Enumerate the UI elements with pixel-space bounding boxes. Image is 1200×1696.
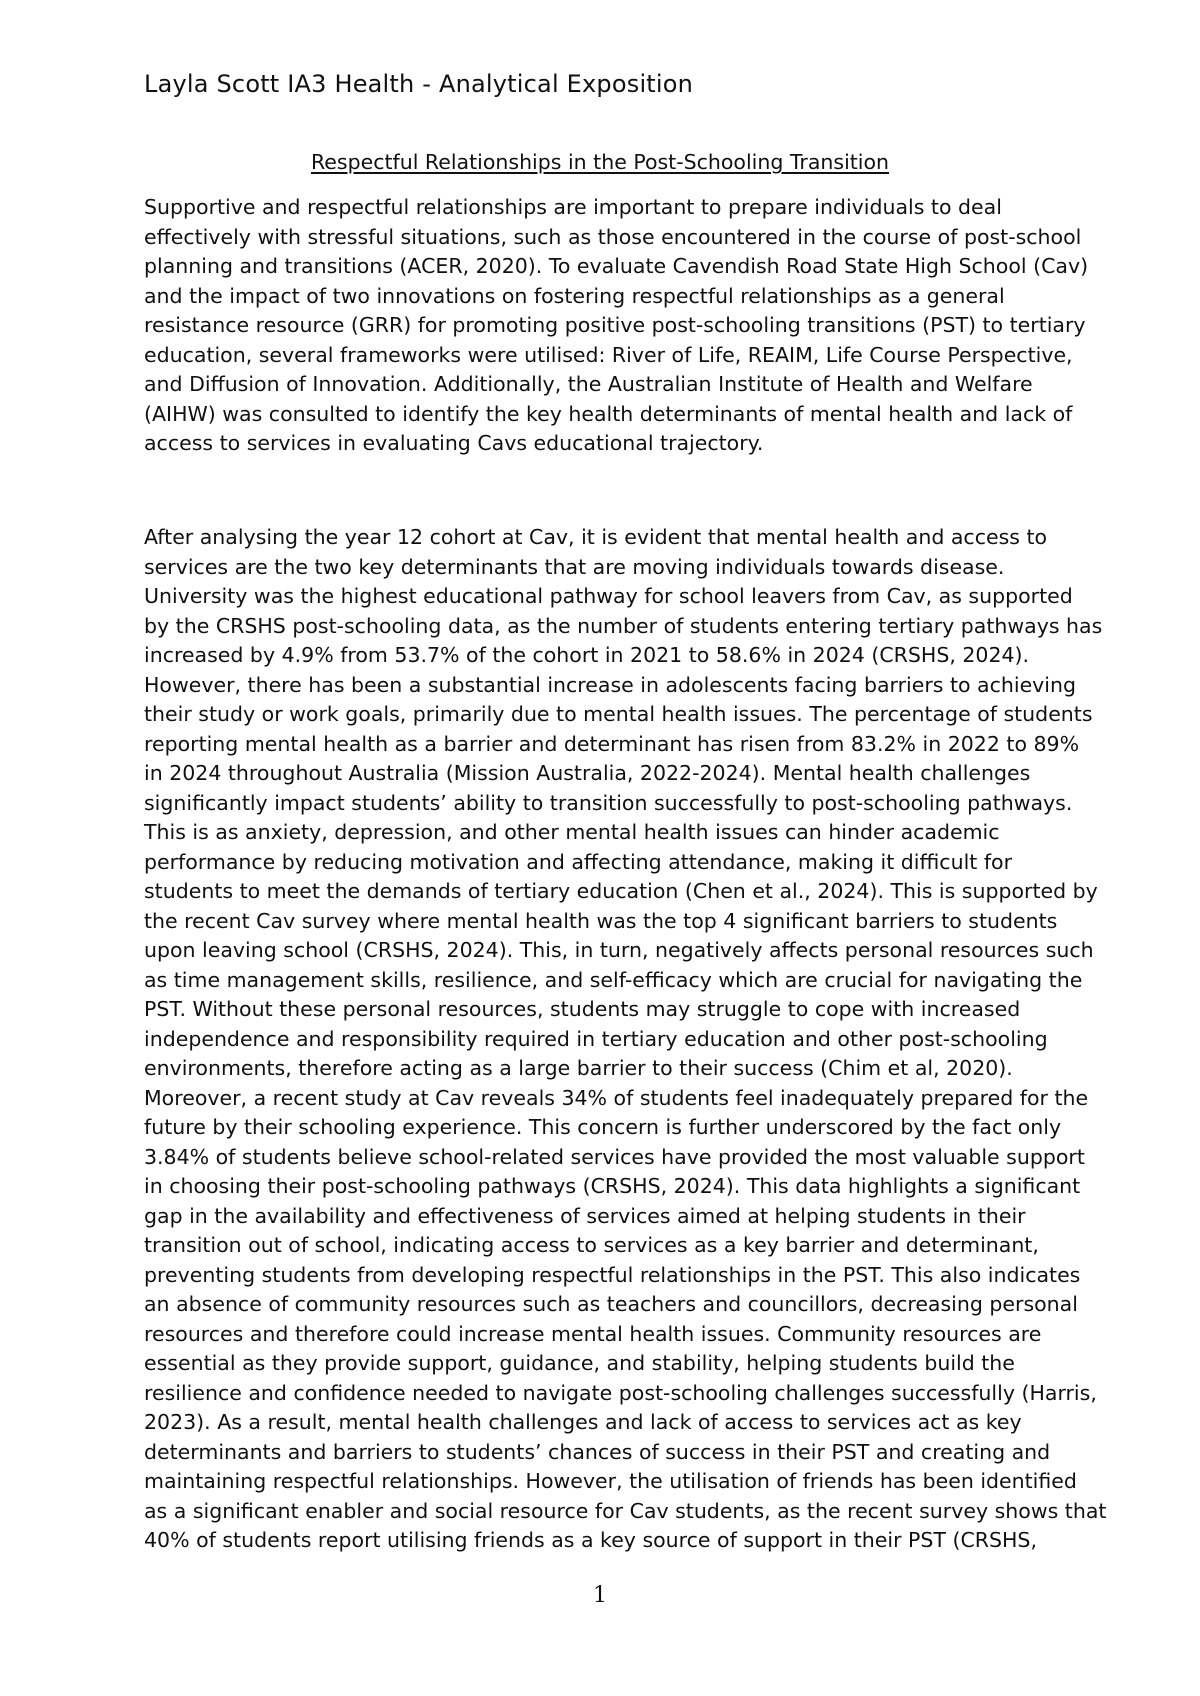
text-line: services are the two key determinants that are moving individuals towards disease. (144, 554, 1005, 579)
text-line: transition out of school, indicating access to services as a key barrier and determinant, (144, 1233, 1039, 1257)
text-line: in choosing their post-schooling pathways (CRSHS, 2024). This data highlights a significant (144, 1174, 1081, 1198)
text-line: and Diffusion of Innovation. Additionally, the Australian Institute of Health and Welfare (144, 372, 1033, 396)
text-line: performance by reducing motivation and affecting attendance, making it difficult for (144, 849, 1013, 874)
text-line: 3.84% of students believe school-related services have provided the most valuable support (144, 1144, 1085, 1169)
text-line: PST. Without these personal resources, students may struggle to cope with increased (144, 997, 1021, 1021)
text-line: University was the highest educational pathway for school leavers from Cav, as supported (144, 584, 1073, 608)
text-line: Moreover, a recent study at Cav reveals 34% of students feel inadequately prepared for the (144, 1085, 1089, 1110)
text-line: students to meet the demands of tertiary education (Chen et al., 2024). This is supported by (144, 879, 1098, 903)
text-line: upon leaving school (CRSHS, 2024). This, in turn, negatively affects personal resources such (144, 938, 1094, 962)
text-line: Supportive and respectful relationships are important to prepare individuals to deal (144, 195, 1002, 219)
text-line: as a significant enabler and social resource for Cav students, as the recent survey shows that (144, 1498, 1107, 1523)
text-line: resilience and confidence needed to navigate post-schooling challenges successfully (Harris, (144, 1380, 1097, 1405)
text-line: 2023). As a result, mental health challenges and lack of access to services act as key (144, 1410, 1022, 1434)
text-line: 40% of students report utilising friends as a key source of support in their PST (CRSHS, (144, 1528, 1037, 1552)
text-line: significantly impact students’ ability to transition successfully to post-schooling pathways. (144, 790, 1073, 815)
text-line: effectively with stressful situations, such as those encountered in the course of post-school (144, 224, 1082, 249)
text-line: resistance resource (GRR) for promoting positive post-schooling transitions (PST) to tertiary (144, 313, 1086, 337)
text-line: maintaining respectful relationships. However, the utilisation of friends has been identified (144, 1469, 1077, 1493)
text-line: increased by 4.9% from 53.7% of the cohort in 2021 to 58.6% in 2024 (CRSHS, 2024). (144, 643, 1030, 667)
text-line: resources and therefore could increase mental health issues. Community resources are (144, 1321, 1042, 1346)
text-line: planning and transitions (ACER, 2020). To evaluate Cavendish Road State High School (Cav) (144, 254, 1089, 278)
text-line: reporting mental health as a barrier and determinant has risen from 83.2% in 2022 to 89% (144, 731, 1080, 756)
text-line: by the CRSHS post-schooling data, as the number of students entering tertiary pathways has (144, 613, 1103, 638)
text-line: After analysing the year 12 cohort at Cav, it is evident that mental health and access to (144, 525, 1048, 549)
text-line: environments, therefore acting as a large barrier to their success (Chim et al, 2020). (144, 1056, 1013, 1080)
paragraph-analysis (144, 523, 1107, 1556)
document-title: Respectful Relationships in the Post-Schooling Transition (310, 150, 890, 174)
text-line: as time management skills, resilience, and self-efficacy which are crucial for navigating the (144, 967, 1083, 992)
paragraph-introduction (144, 193, 1104, 459)
text-line: an absence of community resources such as teachers and councillors, decreasing personal (144, 1292, 1078, 1316)
text-line: (AIHW) was consulted to identify the key health determinants of mental health and lack of (144, 401, 1073, 426)
text-line: determinants and barriers to students’ chances of success in their PST and creating and (144, 1439, 1051, 1464)
document-header: Layla Scott IA3 Health - Analytical Exposition (144, 70, 694, 98)
text-line: education, several frameworks were utilised: River of Life, REAIM, Life Course Perspective, (144, 342, 1073, 367)
text-line: their study or work goals, primarily due to mental health issues. The percentage of students (144, 702, 1093, 726)
text-line: future by their schooling experience. This concern is further underscored by the fact only (144, 1115, 1062, 1139)
text-line: independence and responsibility required in tertiary education and other post-schooling (144, 1026, 1048, 1051)
text-line: the recent Cav survey where mental health was the top 4 significant barriers to students (144, 908, 1058, 933)
text-line: This is as anxiety, depression, and other mental health issues can hinder academic (144, 820, 1000, 844)
text-line: However, there has been a substantial increase in adolescents facing barriers to achieving (144, 672, 1077, 697)
page-number: 1 (593, 1583, 607, 1608)
text-line: in 2024 throughout Australia (Mission Australia, 2022-2024). Mental health challenges (144, 761, 1031, 785)
text-line: gap in the availability and effectiveness of services aimed at helping students in their (144, 1203, 1026, 1228)
text-line: and the impact of two innovations on fostering respectful relationships as a general (144, 283, 1005, 308)
text-line: preventing students from developing respectful relationships in the PST. This also indicates (144, 1262, 1081, 1287)
text-line: essential as they provide support, guidance, and stability, helping students build the (144, 1351, 1015, 1375)
text-line: access to services in evaluating Cavs educational trajectory. (144, 431, 764, 455)
